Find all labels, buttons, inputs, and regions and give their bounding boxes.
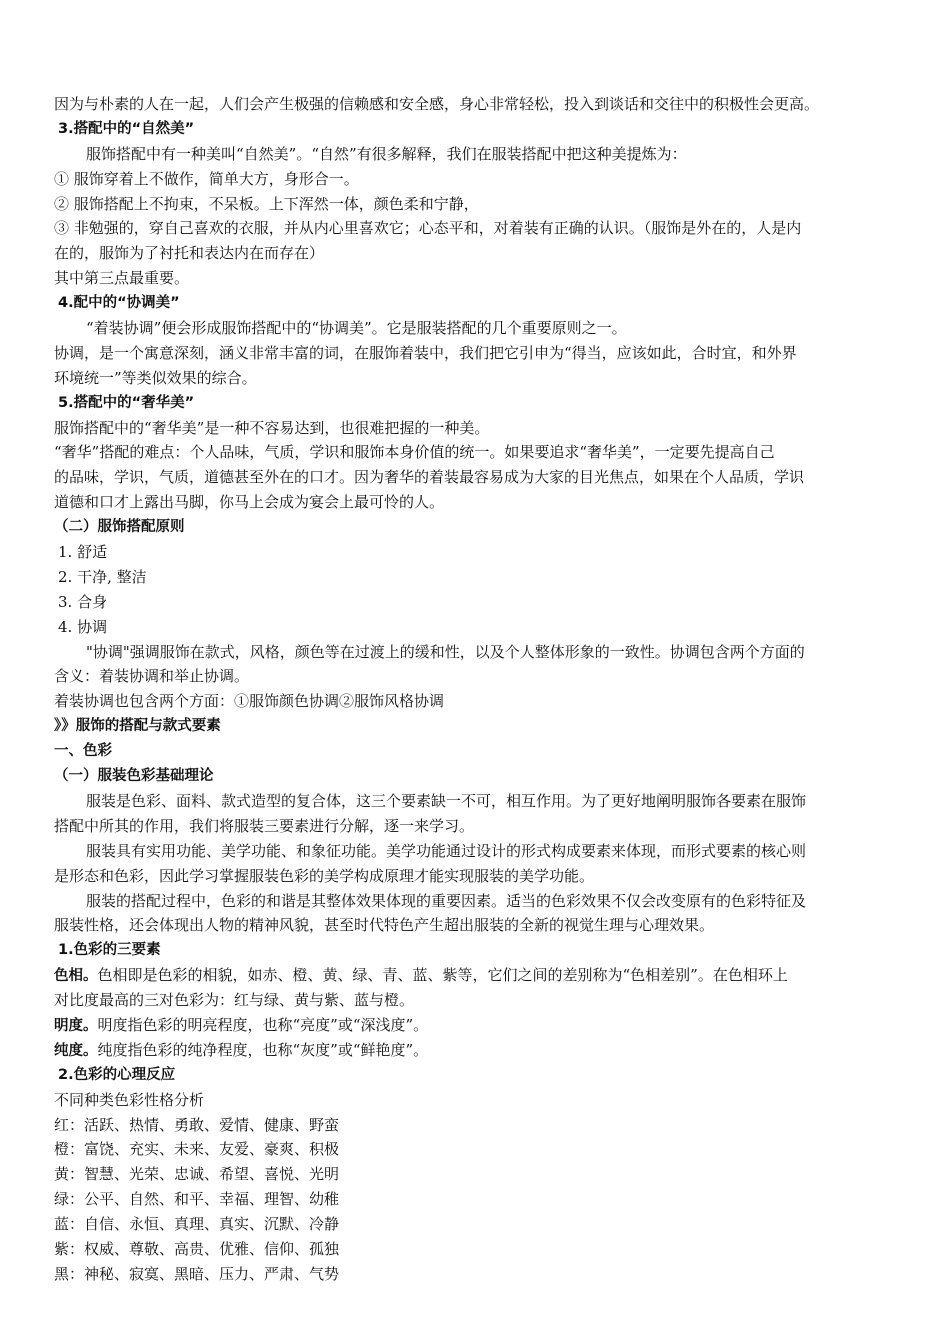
text-line [54, 316, 902, 341]
text-line [54, 1113, 902, 1138]
line-text: ③ 非勉强的，穿自己喜欢的衣服，并从内心里喜欢它；心态平和，对着装有正确的认识。（服饰是外在的，人是内 [54, 219, 802, 238]
line-text: 不同种类色彩性格分析 [54, 1090, 205, 1109]
section-heading [54, 391, 902, 416]
line-text: 服饰搭配中的“奢华美”是一种不容易达到，也很难把握的一种美。 [54, 418, 490, 437]
section-heading [54, 117, 902, 142]
text-line [54, 167, 902, 192]
text-line [54, 839, 902, 864]
text-line [54, 540, 902, 565]
text-line [54, 1162, 902, 1187]
text-line [54, 416, 902, 441]
section-heading [54, 515, 902, 540]
line-text: 红：活跃、热情、勇敢、爱情、健康、野蛮 [54, 1115, 340, 1134]
line-text: 2.色彩的心理反应 [58, 1066, 176, 1083]
text-line [54, 988, 902, 1013]
line-text: 纯度指色彩的纯净程度，也称“灰度”或“鲜艳度”。 [97, 1040, 429, 1059]
section-heading [54, 739, 902, 764]
line-text: 搭配中所其的作用，我们将服装三要素进行分解，逐一来学习。 [54, 816, 475, 835]
text-line [54, 814, 902, 839]
line-text: 服装的搭配过程中，色彩的和谐是其整体效果体现的重要因素。适当的色彩效果不仅会改变原有的色彩特征及 [86, 891, 807, 910]
text-line [54, 789, 902, 814]
line-text: “奢华”搭配的难点：个人品味，气质，学识和服饰本身价值的统一。如果要追求“奢华美”，一定要先提高自己 [54, 443, 775, 462]
line-text: 3.搭配中的“自然美” [58, 120, 195, 137]
text-line [54, 192, 902, 217]
document-body [54, 92, 902, 1287]
line-text: 蓝：自信、永恒、真理、真实、沉默、冷静 [54, 1215, 340, 1234]
text-line [54, 341, 902, 366]
line-text: 含义：着装协调和举止协调。 [54, 667, 250, 686]
line-text: 其中第三点最重要。 [54, 269, 190, 288]
line-text: 5.搭配中的“奢华美” [58, 394, 195, 411]
text-line [54, 615, 902, 640]
line-text: 黑：神秘、寂寞、黑暗、压力、严肃、气势 [54, 1264, 340, 1283]
text-line [54, 216, 902, 241]
text-line [54, 490, 902, 515]
text-line [54, 440, 902, 465]
text-line [54, 889, 902, 914]
text-line [54, 1262, 902, 1287]
line-text: 环境统一”等类似效果的综合。 [54, 368, 257, 387]
line-text: 服装是色彩、面料、款式造型的复合体，这三个要素缺一不可，相互作用。为了更好地阐明服饰各要素在服饰 [86, 791, 807, 810]
line-text: 2. 干净, 整洁 [58, 567, 147, 586]
term-label: 明度。 [54, 1017, 98, 1034]
line-text: 着装协调也包含两个方面：①服饰颜色协调②服饰风格协调 [54, 692, 445, 711]
term-label: 纯度。 [54, 1042, 98, 1059]
text-line [54, 1237, 902, 1262]
line-text: 明度指色彩的明亮程度，也称“亮度”或“深浅度”。 [97, 1015, 429, 1034]
text-line [54, 241, 902, 266]
text-line [54, 565, 902, 590]
text-line [54, 1187, 902, 1212]
line-text: 道德和口才上露出马脚，你马上会成为宴会上最可怜的人。 [54, 493, 445, 512]
section-heading [54, 714, 902, 739]
line-text: 1.色彩的三要素 [58, 942, 161, 959]
section-heading [54, 938, 902, 963]
line-text: “着装协调”便会形成服饰搭配中的“协调美”。它是服装搭配的几个重要原则之一。 [86, 319, 627, 338]
line-text: 是形态和色彩，因此学习掌握服装色彩的美学构成原理才能实现服装的美学功能。 [54, 866, 595, 885]
text-line [54, 366, 902, 391]
line-text: （二）服饰搭配原则 [54, 519, 185, 536]
text-line [54, 92, 902, 117]
line-text: 橙：富饶、充实、未来、友爱、豪爽、积极 [54, 1140, 340, 1159]
line-text: 的品味，学识，气质，道德甚至外在的口才。因为奢华的着装最容易成为大家的目光焦点，如果在个人品质，学识 [54, 468, 805, 487]
line-text: 4. 协调 [58, 617, 108, 636]
text-line [54, 465, 902, 490]
text-line [54, 640, 902, 665]
section-heading [54, 291, 902, 316]
line-text: 4.配中的“协调美” [58, 295, 180, 312]
text-line [54, 689, 902, 714]
text-line [54, 1013, 902, 1038]
line-text: 服装性格，还会体现出人物的精神风貌，甚至时代特色产生超出服装的全新的视觉生理与心理效果。 [54, 916, 715, 935]
term-label: 色相。 [54, 968, 98, 985]
text-line [54, 664, 902, 689]
line-text: 一、色彩 [54, 743, 112, 760]
line-text: 黄：智慧、光荣、忠诚、希望、喜悦、光明 [54, 1165, 340, 1184]
text-line [54, 590, 902, 615]
text-line [54, 142, 902, 167]
section-heading [54, 764, 902, 789]
text-line [54, 1088, 902, 1113]
text-line [54, 963, 902, 988]
line-text: "协调"强调服饰在款式，风格，颜色等在过渡上的缓和性，以及个人整体形象的一致性。协调包含两个方面的 [86, 642, 805, 661]
text-line [54, 266, 902, 291]
line-text: 》》服饰的搭配与款式要素 [54, 718, 221, 735]
text-line [54, 1137, 902, 1162]
line-text: 协调，是一个寓意深刻，涵义非常丰富的词，在服饰着装中，我们把它引申为“得当，应该如此，合时宜，和外界 [54, 343, 797, 362]
text-line [54, 864, 902, 889]
line-text: （一）服装色彩基础理论 [54, 768, 214, 785]
line-text: 在的，服饰为了衬托和表达内在而存在） [54, 244, 325, 263]
text-line [54, 913, 902, 938]
line-text: 服装具有实用功能、美学功能、和象征功能。美学功能通过设计的形式构成要素来体现，而形式要素的核心则 [86, 841, 807, 860]
line-text: ② 服饰搭配上不拘束，不呆板。上下浑然一体，颜色柔和宁静， [54, 194, 479, 213]
line-text: 对比度最高的三对色彩为：红与绿、黄与紫、蓝与橙。 [54, 991, 415, 1010]
line-text: 色相即是色彩的相貌，如赤、橙、黄、绿、青、蓝、紫等，它们之间的差别称为“色相差别”。在色相环上 [97, 966, 788, 985]
line-text: 紫：权威、尊敬、高贵、优雅、信仰、孤独 [54, 1239, 340, 1258]
line-text: 因为与朴素的人在一起，人们会产生极强的信赖感和安全感，身心非常轻松，投入到谈话和交往中的积极性会更高。 [54, 95, 820, 113]
text-line [54, 1212, 902, 1237]
line-text: 服饰搭配中有一种美叫“自然美”。“自然”有很多解释，我们在服装搭配中把这种美提炼为： [86, 144, 687, 163]
line-text: ① 服饰穿着上不做作，简单大方，身形合一。 [54, 169, 359, 188]
text-line [54, 1038, 902, 1063]
line-text: 3. 合身 [58, 592, 108, 611]
section-heading [54, 1063, 902, 1088]
line-text: 绿：公平、自然、和平、幸福、理智、幼稚 [54, 1190, 340, 1209]
line-text: 1. 舒适 [58, 543, 108, 562]
